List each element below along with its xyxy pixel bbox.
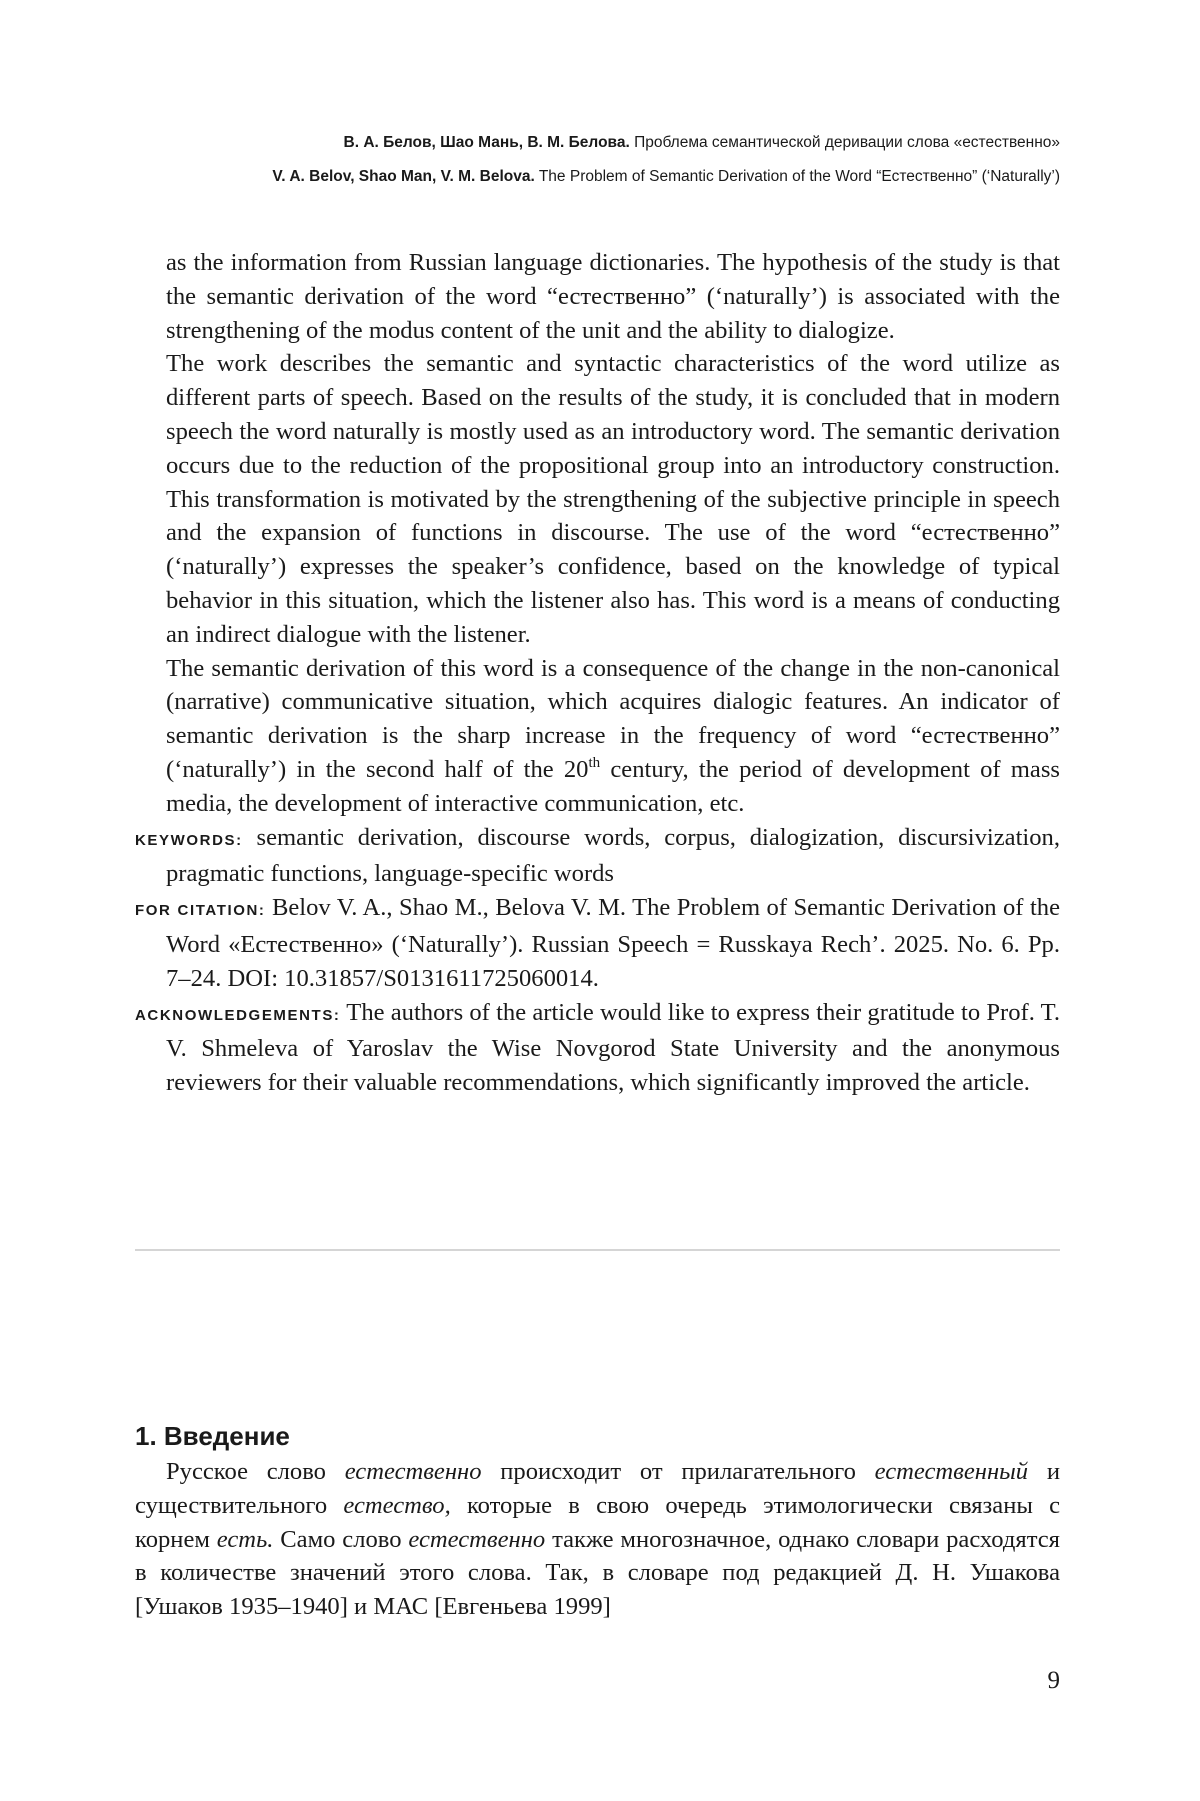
- running-head-ru-title: Проблема семантической деривации слова «естественно»: [634, 134, 1060, 151]
- running-head-ru: [135, 126, 1060, 160]
- keywords: [135, 821, 1060, 892]
- ordinal-suffix: th: [588, 754, 601, 771]
- intro-text-2: происходит от прилагательного: [481, 1458, 875, 1485]
- abstract-paragraph-2: The work describes the semantic and syntactic characteristics of the word utilize as different parts of speech. Based on the results of the study, it is concluded that in modern speech the word naturally is mostly used as an introductory word. The semantic derivation occurs due to the reduction of the propositional group into an introductory construction. This transformation is motivated by the strengthening of the subjective principle in speech and the expansion of functions in discourse. The use of the word “естественно” (‘naturally’) expresses the speaker’s confidence, based on the knowledge of typical behavior in this situation, which the listener also has. This word is a means of conducting an indirect dialogue with the listener.: [166, 350, 1060, 648]
- acknowledgements: [135, 996, 1060, 1100]
- introduction-section: [135, 1419, 1060, 1624]
- keywords-label: KEYWORDS:: [135, 831, 243, 849]
- abstract-paragraph-3: [135, 652, 1060, 821]
- intro-text-3: и существительного: [135, 1458, 1060, 1519]
- running-head: [135, 126, 1060, 194]
- acknowledgements-text: The authors of the article would like to express their gratitude to Prof. T. V. Shmeleva of Yaroslav the Wise Novgorod State University and the anonymous reviewers for their valuable recommendations, which significantly improved the article.: [166, 998, 1060, 1097]
- abstract-block: [135, 246, 1060, 1100]
- intro-italic-1: естественно: [344, 1458, 482, 1485]
- intro-text-5: Само слово: [273, 1525, 409, 1553]
- abstract-p3-end: century, the period of development of mass media, the development of interactive communication, etc.: [166, 755, 1060, 817]
- running-head-en-title: The Problem of Semantic Derivation of the Word “Естественно” (‘Naturally’): [538, 168, 1060, 185]
- intro-italic-4: есть.: [216, 1525, 274, 1553]
- section-divider: [135, 1249, 1060, 1251]
- keywords-text: semantic derivation, discourse words, corpus, dialogization, discursivization, pragmatic functions, language-specific words: [166, 823, 1060, 888]
- running-head-en: [135, 160, 1060, 194]
- intro-italic-3: естество,: [343, 1491, 451, 1519]
- page-number: 9: [1047, 1667, 1060, 1694]
- abstract-p3-start: The semantic derivation of this word is a consequence of the change in the non-canonical (narrative) communicative situation, which acquires dialogic features. An indicator of semantic derivation is the sharp increase in the frequency of word “естественно” (‘naturally’) in the second half of the 20: [166, 654, 1060, 783]
- running-head-en-authors: V. A. Belov, Shao Man, V. M. Belova.: [272, 168, 535, 185]
- intro-text-1: Русское слово: [166, 1458, 345, 1485]
- introduction-paragraph: [135, 1455, 1060, 1624]
- running-head-ru-authors: В. А. Белов, Шао Мань, В. М. Белова.: [343, 134, 630, 151]
- intro-italic-2: естественный: [874, 1458, 1029, 1485]
- acknowledgements-label: ACKNOWLEDGEMENTS:: [135, 1006, 341, 1024]
- citation-label: FOR CITATION:: [135, 902, 266, 920]
- abstract-paragraph-1: as the information from Russian language dictionaries. The hypothesis of the study is that the semantic derivation of the word “естественно” (‘naturally’) is associated with the strengthening of the modus content of the unit and the ability to dialogize.: [166, 249, 1060, 344]
- intro-italic-5: естественно: [408, 1525, 546, 1553]
- section-heading: 1. Введение: [135, 1421, 290, 1451]
- intro-text-6: также многозначное, однако словари расходятся в количестве значений этого слова. Так, в словаре под редакцией Д. Н. Ушакова [Ушаков 1935–1940] и МАС [Евгеньева 1999]: [135, 1525, 1060, 1621]
- citation: [135, 891, 1060, 995]
- citation-text: Belov V. A., Shao M., Belova V. M. The Problem of Semantic Derivation of the Word «Естественно» (‘Naturally’). Russian Speech = Russkaya Rech’. 2025. No. 6. Pp. 7–24. DOI: 10.31857/S0131611725060014.: [166, 894, 1060, 992]
- intro-text-4: которые в свою очередь этимологически связаны с корнем: [135, 1491, 1060, 1553]
